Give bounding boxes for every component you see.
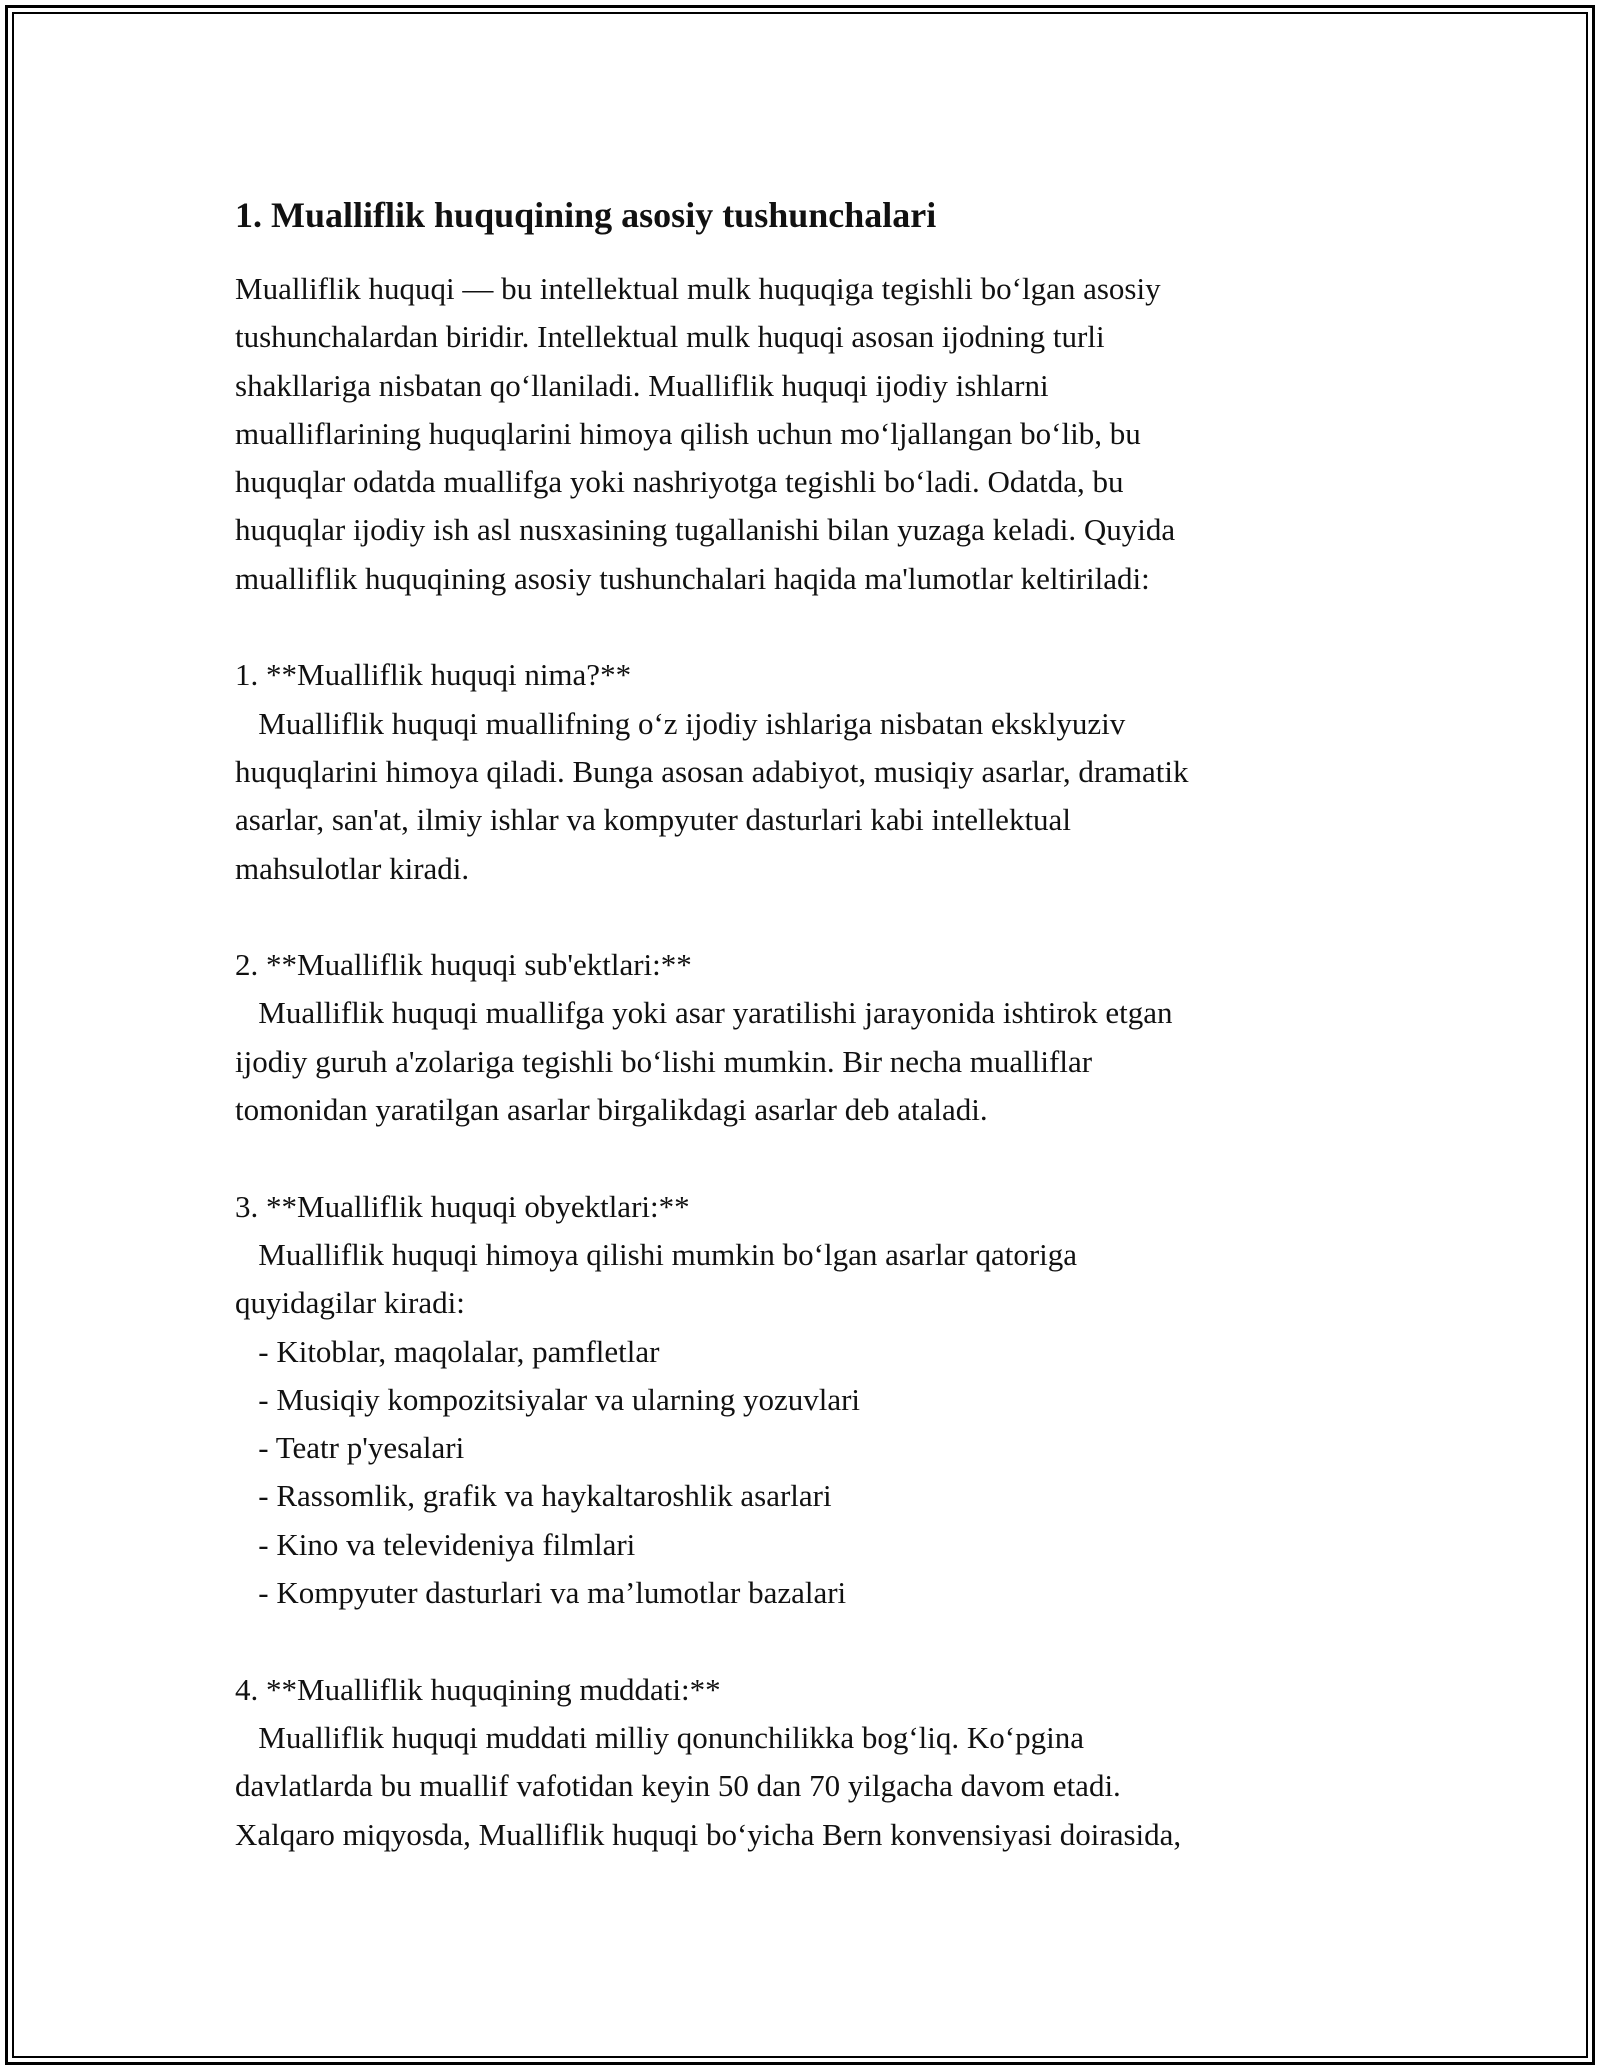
list-item: - Rassomlik, grafik va haykaltaroshlik asarlari bbox=[235, 1478, 832, 1514]
section-line: Mualliflik huquqi muddati milliy qonunchilikka bog‘liq. Ko‘pgina bbox=[235, 1719, 1084, 1755]
intro-paragraph bbox=[235, 265, 1395, 603]
section-line: mahsulotlar kiradi. bbox=[235, 850, 470, 886]
document-body bbox=[235, 185, 1395, 1859]
section-line: Mualliflik huquqi himoya qilishi mumkin bo‘lgan asarlar qatoriga bbox=[235, 1236, 1078, 1272]
list-item: - Kino va televideniya filmlari bbox=[235, 1526, 636, 1562]
blank-line bbox=[235, 1134, 1395, 1182]
blank-line bbox=[235, 893, 1395, 941]
section-line: quyidagilar kiradi: bbox=[235, 1285, 465, 1321]
intro-line: mualliflik huquqining asosiy tushunchalari haqida ma'lumotlar keltiriladi: bbox=[235, 560, 1150, 596]
section-line: Xalqaro miqyosda, Mualliflik huquqi bo‘yicha Bern konvensiyasi doirasida, bbox=[235, 1816, 1182, 1852]
list-item: - Kitoblar, maqolalar, pamfletlar bbox=[235, 1333, 660, 1369]
intro-line: Mualliflik huquqi — bu intellektual mulk huquqiga tegishli bo‘lgan asosiy bbox=[235, 271, 1161, 306]
section-line: Mualliflik huquqi muallifga yoki asar yaratilishi jarayonida ishtirok etgan bbox=[235, 995, 1173, 1031]
intro-line: huquqlar odatda muallifga yoki nashriyotga tegishli bo‘ladi. Odatda, bu bbox=[235, 464, 1124, 500]
section-line: tomonidan yaratilgan asarlar birgalikdagi asarlar deb ataladi. bbox=[235, 1092, 988, 1128]
document-title: 1. Mualliflik huquqining asosiy tushunchalari bbox=[235, 195, 937, 235]
intro-line: tushunchalardan biridir. Intellektual mulk huquqi asosan ijodning turli bbox=[235, 319, 1105, 355]
section-1 bbox=[235, 651, 1395, 892]
intro-line: shakllariga nisbatan qo‘llaniladi. Mualliflik huquqi ijodiy ishlarni bbox=[235, 367, 1049, 403]
section-heading: 1. **Mualliflik huquqi nima?** bbox=[235, 657, 632, 693]
section-line: asarlar, san'at, ilmiy ishlar va kompyuter dasturlari kabi intellektual bbox=[235, 802, 1071, 838]
section-line: huquqlarini himoya qiladi. Bunga asosan adabiyot, musiqiy asarlar, dramatik bbox=[235, 753, 1189, 789]
section-heading: 4. **Mualliflik huquqining muddati:** bbox=[235, 1671, 721, 1707]
blank-line bbox=[235, 603, 1395, 651]
blank-line bbox=[235, 1617, 1395, 1665]
section-line: Mualliflik huquqi muallifning o‘z ijodiy ishlariga nisbatan eksklyuziv bbox=[235, 705, 1126, 741]
intro-line: huquqlar ijodiy ish asl nusxasining tugallanishi bilan yuzaga keladi. Quyida bbox=[235, 512, 1176, 548]
section-heading: 3. **Mualliflik huquqi obyektlari:** bbox=[235, 1188, 690, 1224]
section-line: davlatlarda bu muallif vafotidan keyin 50 dan 70 yilgacha davom etadi. bbox=[235, 1768, 1121, 1804]
list-item: - Musiqiy kompozitsiyalar va ularning yozuvlari bbox=[235, 1381, 861, 1417]
section-3 bbox=[235, 1183, 1395, 1618]
section-2 bbox=[235, 941, 1395, 1134]
section-4 bbox=[235, 1666, 1395, 1859]
section-line: ijodiy guruh a'zolariga tegishli bo‘lishi mumkin. Bir necha mualliflar bbox=[235, 1043, 1093, 1079]
list-item: - Teatr p'yesalari bbox=[235, 1430, 465, 1466]
list-item: - Kompyuter dasturlari va ma’lumotlar bazalari bbox=[235, 1575, 847, 1611]
intro-line: mualliflarining huquqlarini himoya qilish uchun mo‘ljallangan bo‘lib, bu bbox=[235, 415, 1141, 451]
section-heading: 2. **Mualliflik huquqi sub'ektlari:** bbox=[235, 947, 692, 983]
